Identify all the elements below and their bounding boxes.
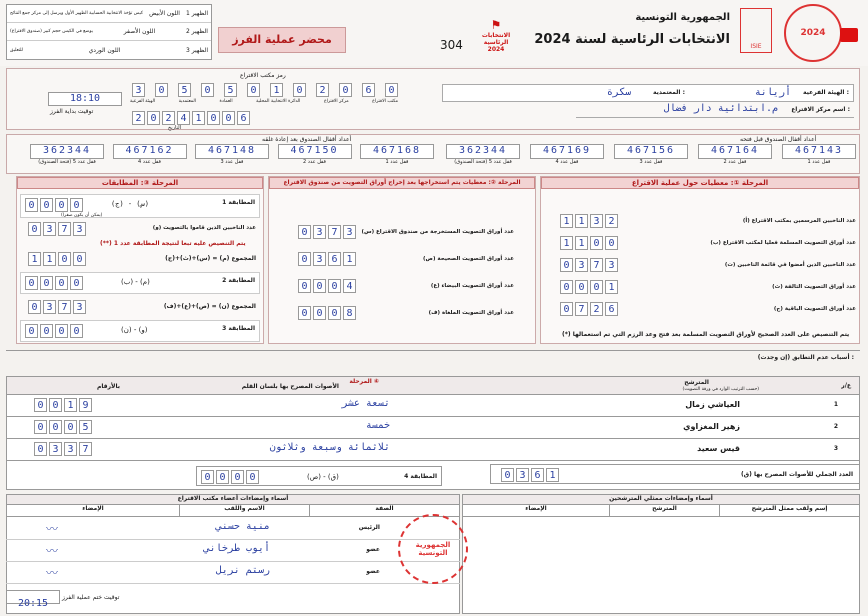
member-rows bbox=[6, 518, 460, 584]
match2-digit[interactable]: 0 bbox=[40, 276, 53, 290]
member-role: عضو bbox=[366, 568, 380, 575]
lock-item bbox=[782, 144, 856, 165]
match2-digits[interactable] bbox=[25, 276, 83, 290]
digit[interactable]: 8 bbox=[343, 306, 356, 320]
lock-number[interactable]: 467169 bbox=[530, 144, 604, 159]
match1-block: 0 0 0 0 (ج) - (س) المطابقة 1 (يمكن أن يكون صفرا) bbox=[20, 194, 260, 218]
digit[interactable]: 0 bbox=[328, 279, 341, 293]
voters-digits[interactable] bbox=[28, 222, 86, 236]
legend-row: للتعليق اللون الوردي الظهير 3 bbox=[10, 46, 208, 54]
sum2-digit[interactable]: 7 bbox=[58, 300, 71, 314]
stage2-rows bbox=[298, 218, 514, 326]
office-code-part-label: الدائرة الانتخابية المحلية bbox=[256, 99, 301, 104]
match2-digit[interactable]: 0 bbox=[25, 276, 38, 290]
digit[interactable]: 0 bbox=[298, 252, 311, 266]
official-stamp: الجمهورية التونسية bbox=[398, 514, 468, 584]
copies-legend bbox=[6, 4, 212, 60]
row-label: (ث) عدد أوراق التصويت التالفة bbox=[772, 284, 856, 290]
match3-digit[interactable]: 0 bbox=[70, 324, 83, 338]
votes-in-words[interactable]: تسعة عشر bbox=[341, 398, 390, 409]
isie-logo: ISIE bbox=[740, 8, 772, 53]
date-digit[interactable]: 6 bbox=[237, 111, 250, 125]
lock-number[interactable]: 362344 bbox=[446, 144, 520, 159]
stage1-row bbox=[560, 276, 856, 298]
lock-item bbox=[278, 144, 352, 165]
voters-digit[interactable]: 3 bbox=[73, 222, 86, 236]
sum1-digit[interactable]: 0 bbox=[58, 252, 71, 266]
stage1-rows bbox=[560, 210, 856, 320]
digit[interactable]: 1 bbox=[575, 214, 588, 228]
sum1-digit[interactable]: 0 bbox=[73, 252, 86, 266]
digit[interactable]: 3 bbox=[313, 252, 326, 266]
digit[interactable]: 3 bbox=[313, 225, 326, 239]
stage2-row bbox=[298, 218, 514, 245]
stage2-title: المرحلة ②: معطيات يتم استخراجها بعد إخراج أوراق التصويت من صندوق الاقتراع bbox=[269, 177, 535, 189]
candidate-name: زهير المغزاوي bbox=[683, 422, 740, 431]
candidate-number: 3 bbox=[833, 445, 838, 452]
end-time-field[interactable]: 20:15 bbox=[6, 590, 60, 604]
value-digits[interactable] bbox=[560, 280, 618, 294]
digit[interactable]: 5 bbox=[79, 420, 92, 434]
match3-digit[interactable]: 0 bbox=[25, 324, 38, 338]
lock-label: قفل عدد 1 bbox=[385, 159, 409, 165]
member-row bbox=[6, 518, 460, 540]
digit[interactable]: 2 bbox=[590, 302, 603, 316]
lock-item bbox=[30, 144, 104, 165]
stage1-row bbox=[560, 254, 856, 276]
total-row: 0 3 6 1 (ق) العدد الجملي للأصوات المصرح بها bbox=[490, 464, 860, 484]
page-number: 304 bbox=[440, 38, 463, 52]
match1-digit[interactable]: 0 bbox=[25, 198, 38, 212]
member-row bbox=[6, 540, 460, 562]
votes-digits[interactable] bbox=[34, 420, 92, 434]
total-digit[interactable]: 3 bbox=[516, 468, 529, 482]
digit[interactable]: 0 bbox=[605, 236, 618, 250]
signature-mark[interactable]: 〰 bbox=[46, 566, 59, 580]
members-header: الصفة الاسم واللقب الإمضاء bbox=[7, 505, 459, 517]
republic-title: الجمهورية التونسية bbox=[635, 12, 730, 23]
candidate-number: 2 bbox=[833, 423, 838, 430]
digit[interactable]: 1 bbox=[560, 214, 573, 228]
digit[interactable]: 0 bbox=[313, 279, 326, 293]
value-digits[interactable] bbox=[560, 302, 618, 316]
office-code-digit[interactable]: 0 bbox=[201, 83, 214, 97]
center-value[interactable]: م.ابتدائية دار فضال bbox=[663, 103, 778, 114]
digit[interactable]: 3 bbox=[605, 258, 618, 272]
voters-digit[interactable]: 7 bbox=[58, 222, 71, 236]
lock-label: قفل عدد 5 (فتحة الصندوق) bbox=[38, 159, 96, 165]
voters-digit[interactable]: 3 bbox=[43, 222, 56, 236]
match1-digit[interactable]: 0 bbox=[55, 198, 68, 212]
sum1-digits[interactable] bbox=[28, 252, 86, 266]
match4-digit[interactable]: 0 bbox=[231, 470, 244, 484]
digit[interactable]: 7 bbox=[590, 258, 603, 272]
digit[interactable]: 7 bbox=[79, 442, 92, 456]
legend-row: يوضع في الكيس حجم كبير (صندوق الاقتراع) اللون الأصفر الظهير 2 bbox=[7, 23, 211, 41]
locks-after-title: أعداد أقفال الصندوق بعد إعادة غلقه bbox=[262, 136, 352, 143]
total-digit[interactable]: 0 bbox=[501, 468, 514, 482]
reasons-row: أسباب عدم التطابق (إن وجدت) : bbox=[6, 350, 860, 374]
digit[interactable]: 0 bbox=[34, 442, 47, 456]
digit[interactable]: 0 bbox=[298, 306, 311, 320]
row-label: (أ) عدد الناخبين المرسمين بمكتب الاقتراع bbox=[742, 218, 856, 224]
office-code-part-label: الهيئة الفرعية bbox=[130, 99, 156, 104]
row-label: (ص) عدد أوراق التصويت الصحيحة bbox=[423, 255, 514, 262]
sum1-digit[interactable]: 1 bbox=[28, 252, 41, 266]
stage1-row bbox=[560, 210, 856, 232]
sum2-digit[interactable]: 0 bbox=[28, 300, 41, 314]
digit[interactable]: 0 bbox=[49, 420, 62, 434]
row-label: (ب) عدد أوراق التصويت المسلمة فعليا لمكتب الاقتراع bbox=[710, 240, 856, 246]
candidate-name: قيس سعيد bbox=[697, 444, 740, 453]
digit[interactable]: 6 bbox=[328, 252, 341, 266]
digit[interactable]: 3 bbox=[575, 258, 588, 272]
digit[interactable]: 0 bbox=[590, 280, 603, 294]
match3-digit[interactable]: 0 bbox=[40, 324, 53, 338]
date-digit[interactable]: 0 bbox=[222, 111, 235, 125]
match3-digit[interactable]: 0 bbox=[55, 324, 68, 338]
signature-mark[interactable]: 〰 bbox=[46, 522, 59, 536]
sum1-digit[interactable]: 1 bbox=[43, 252, 56, 266]
locks-after bbox=[30, 144, 434, 165]
lock-number[interactable]: 467164 bbox=[698, 144, 772, 159]
stage3-title: المرحلة ③: المطابقات bbox=[17, 177, 263, 189]
date-label: التاريخ bbox=[168, 125, 181, 131]
candidate-row bbox=[6, 395, 860, 417]
candidate-rows bbox=[6, 395, 860, 461]
votes-digits[interactable] bbox=[34, 398, 92, 412]
sum2-digit[interactable]: 3 bbox=[43, 300, 56, 314]
office-code-label: رمز مكتب الاقتراع bbox=[240, 72, 286, 79]
lock-item bbox=[530, 144, 604, 165]
start-time-label: توقيت بداية الفرز bbox=[50, 108, 94, 115]
stage2-row bbox=[298, 272, 514, 299]
digit[interactable]: 9 bbox=[79, 398, 92, 412]
digit[interactable]: 1 bbox=[560, 236, 573, 250]
row-label: (س) عدد أوراق التصويت المستخرجة من صندوق الاقتراع bbox=[361, 228, 514, 235]
date-digit[interactable]: 2 bbox=[162, 111, 175, 125]
office-code-digit[interactable]: 6 bbox=[362, 83, 375, 97]
votes-digits[interactable] bbox=[34, 442, 92, 456]
office-code-digit[interactable]: 5 bbox=[178, 83, 191, 97]
match1-digit[interactable]: 0 bbox=[70, 198, 83, 212]
lock-label: قفل عدد 1 bbox=[807, 159, 831, 165]
lock-label: قفل عدد 5 (فتحة الصندوق) bbox=[454, 159, 512, 165]
sum2-row: 0 3 7 3 المجموع (ن) = (ص)+(ع)+(ف) bbox=[20, 300, 260, 314]
member-role: الرئيس bbox=[358, 524, 380, 531]
value-digits[interactable] bbox=[298, 252, 356, 266]
row-label: (ع) عدد أوراق التصويت البيضاء bbox=[430, 282, 514, 289]
votes-in-words[interactable]: خمسة bbox=[365, 420, 390, 431]
lock-item bbox=[195, 144, 269, 165]
digit[interactable]: 0 bbox=[575, 280, 588, 294]
digit[interactable]: 4 bbox=[343, 279, 356, 293]
end-time-label: توقيت ختم عملية الفرز bbox=[62, 594, 120, 601]
lock-item bbox=[698, 144, 772, 165]
members-table: أسماء وإمضاءات أعضاء مكتب الاقتراع الصفة الاسم واللقب الإمضاء bbox=[6, 494, 460, 614]
lock-label: قفل عدد 2 bbox=[303, 159, 326, 165]
candidate-row bbox=[6, 417, 860, 439]
value-digits[interactable] bbox=[560, 258, 618, 272]
total-digit[interactable]: 1 bbox=[546, 468, 559, 482]
locks-before-title: أعداد أقفال الصندوق قبل فتحه bbox=[740, 136, 817, 143]
candidate-row bbox=[6, 439, 860, 461]
branch-row: الهيئة الفرعية : أريانة المعتمدية : سكرة bbox=[442, 84, 854, 102]
match1-digit[interactable]: 0 bbox=[40, 198, 53, 212]
votes-in-words[interactable]: ثلاثمائة وسبعة وثلاثون bbox=[269, 442, 390, 453]
lock-number[interactable]: 467162 bbox=[113, 144, 187, 159]
lock-label: قفل عدد 4 bbox=[555, 159, 579, 165]
date-digit[interactable]: 4 bbox=[177, 111, 190, 125]
locks-before bbox=[446, 144, 856, 165]
tunisia-map-icon: ⚑ bbox=[490, 18, 502, 32]
office-code-labels bbox=[130, 99, 398, 104]
value-digits[interactable] bbox=[298, 225, 356, 239]
value-digits[interactable] bbox=[560, 214, 618, 228]
match1-notice: (**) يتم التنصيص عليه تبعا لنتيجة المطابقة عدد 1 bbox=[100, 240, 246, 247]
match4-digit[interactable]: 0 bbox=[216, 470, 229, 484]
lock-item bbox=[113, 144, 187, 165]
digit[interactable]: 0 bbox=[313, 306, 326, 320]
office-code-part-label: مركز الاقتراع bbox=[323, 99, 349, 104]
office-code-part-label: مكتب الاقتراع bbox=[372, 99, 398, 104]
sum2-digit[interactable]: 3 bbox=[73, 300, 86, 314]
date-digit[interactable]: 1 bbox=[192, 111, 205, 125]
start-time-field[interactable]: 18:10 bbox=[48, 92, 122, 106]
sum2-digits[interactable] bbox=[28, 300, 86, 314]
lock-item bbox=[446, 144, 520, 165]
digit[interactable]: 3 bbox=[590, 214, 603, 228]
member-role: عضو bbox=[366, 546, 380, 553]
signature-mark[interactable]: 〰 bbox=[46, 544, 59, 558]
match4-digit[interactable]: 0 bbox=[246, 470, 259, 484]
value-digits[interactable] bbox=[298, 279, 356, 293]
match4-digits[interactable] bbox=[201, 470, 259, 484]
lock-number[interactable]: 467156 bbox=[614, 144, 688, 159]
digit[interactable]: 0 bbox=[328, 306, 341, 320]
voters-row: 0 3 7 3 (و) عدد الناخبين الذين قاموا بالتصويت bbox=[20, 222, 260, 236]
digit[interactable]: 0 bbox=[560, 280, 573, 294]
digit[interactable]: 0 bbox=[298, 279, 311, 293]
total-digits[interactable] bbox=[501, 468, 559, 482]
digit[interactable]: 1 bbox=[64, 398, 77, 412]
match2-digit[interactable]: 0 bbox=[55, 276, 68, 290]
match2-block: 0 0 0 0 (ب) - (م) المطابقة 2 bbox=[20, 272, 260, 294]
office-code-digits[interactable] bbox=[132, 83, 398, 97]
stage1-title: المرحلة ①: معطيات حول عملية الاقتراع bbox=[541, 177, 859, 189]
lock-item bbox=[360, 144, 434, 165]
match4-digit[interactable]: 0 bbox=[201, 470, 214, 484]
digit[interactable]: 2 bbox=[605, 214, 618, 228]
digit[interactable]: 3 bbox=[49, 442, 62, 456]
lock-item bbox=[614, 144, 688, 165]
match2-digit[interactable]: 0 bbox=[70, 276, 83, 290]
office-code-digit[interactable]: 0 bbox=[247, 83, 260, 97]
tunisia-flag-icon bbox=[840, 28, 858, 42]
date-digits[interactable] bbox=[132, 111, 250, 125]
date-digit[interactable]: 0 bbox=[207, 111, 220, 125]
digit[interactable]: 3 bbox=[343, 225, 356, 239]
sum1-row: 1 1 0 0 المجموع (م) = (س)+(ث)+(ج) bbox=[20, 252, 260, 266]
digit[interactable]: 0 bbox=[34, 420, 47, 434]
row-label: (ت) عدد الناخبين الذين أمضوا في قائمة الناخبين bbox=[724, 262, 856, 268]
office-code-digit[interactable]: 5 bbox=[224, 83, 237, 97]
digit[interactable]: 6 bbox=[605, 302, 618, 316]
delegation-value[interactable]: سكرة bbox=[606, 87, 631, 98]
row-label: (ف) عدد أوراق التصويت الملغاة bbox=[428, 309, 514, 316]
row-label: (ج) عدد أوراق التصويت الباقية bbox=[773, 306, 856, 312]
form-title: محضر عملية الفرز bbox=[218, 27, 346, 53]
digit[interactable]: 7 bbox=[575, 302, 588, 316]
total-digit[interactable]: 6 bbox=[531, 468, 544, 482]
digit[interactable]: 1 bbox=[605, 280, 618, 294]
office-code-part-label: العمادة bbox=[219, 99, 233, 104]
value-digits[interactable] bbox=[298, 306, 356, 320]
value-digits[interactable] bbox=[560, 236, 618, 250]
election-logo: ⚑ الانتخابات الرئاسية 2024 bbox=[481, 18, 511, 53]
reps-table: أسماء وإمضاءات ممثلي المترشحين إسم ولقب ممثل المترشح المترشح الإمضاء bbox=[462, 494, 860, 614]
digit[interactable]: 3 bbox=[64, 442, 77, 456]
member-row bbox=[6, 562, 460, 584]
office-code-digit[interactable]: 0 bbox=[339, 83, 352, 97]
lock-label: قفل عدد 3 bbox=[220, 159, 244, 165]
member-name[interactable]: أيوب طرخاني bbox=[203, 543, 270, 554]
digit[interactable]: 0 bbox=[590, 236, 603, 250]
branch-value[interactable]: أريانة bbox=[754, 87, 791, 98]
center-row: اسم مركز الاقتراع : م.ابتدائية دار فضال bbox=[576, 103, 854, 118]
lock-label: قفل عدد 2 bbox=[723, 159, 747, 165]
date-digit[interactable]: 0 bbox=[147, 111, 160, 125]
stage1-row bbox=[560, 232, 856, 254]
election-title: الانتخابات الرئاسية لسنة 2024 bbox=[534, 32, 730, 47]
digit[interactable]: 0 bbox=[560, 302, 573, 316]
lock-label: قفل عدد 4 bbox=[138, 159, 161, 165]
legend-row: كيس تؤخذ الانتخابية الحسابية الظهير الأول ويرسل إلى مركز جمع النتائج اللون الأبيض الظهير 1 bbox=[7, 5, 211, 23]
seal-stamp bbox=[784, 4, 842, 62]
match3-digits[interactable] bbox=[25, 324, 83, 338]
stage4-header: ع/ر المترشح (حسب الترتيب الوارد في ورقة التصويت) المرحلة ④ الأصوات المصرح بها بلسان القلم بالأرقام bbox=[7, 377, 859, 395]
office-code-digit[interactable]: 0 bbox=[293, 83, 306, 97]
voters-digit[interactable]: 0 bbox=[28, 222, 41, 236]
office-code-digit[interactable]: 0 bbox=[155, 83, 168, 97]
office-code-digit[interactable]: 2 bbox=[316, 83, 329, 97]
office-code-part-label: المعتمدية bbox=[178, 99, 196, 104]
digit[interactable]: 0 bbox=[560, 258, 573, 272]
stage1-note: (*) يتم التنصيص على العدد الصحيح لأوراق التصويت المسلمة بعد فتح وعد الرزم التي تم استعمالها bbox=[562, 331, 850, 338]
lock-label: قفل عدد 3 bbox=[639, 159, 663, 165]
lock-number[interactable]: 362344 bbox=[30, 144, 104, 159]
stage2-row bbox=[298, 245, 514, 272]
digit[interactable]: 1 bbox=[343, 252, 356, 266]
member-name[interactable]: رستم نريل bbox=[215, 565, 270, 576]
digit[interactable]: 7 bbox=[328, 225, 341, 239]
digit[interactable]: 0 bbox=[49, 398, 62, 412]
candidate-name: العياشي زمال bbox=[685, 400, 740, 409]
match4-block: 0 0 0 0 (ص) - (ق) المطابقة 4 bbox=[196, 466, 442, 486]
office-code-digit[interactable]: 3 bbox=[132, 83, 145, 97]
office-code-digit[interactable]: 1 bbox=[270, 83, 283, 97]
date-digit[interactable]: 2 bbox=[132, 111, 145, 125]
lock-number[interactable]: 467148 bbox=[195, 144, 269, 159]
stage1-row bbox=[560, 298, 856, 320]
digit[interactable]: 1 bbox=[575, 236, 588, 250]
seal-year: 2024 bbox=[800, 28, 826, 38]
digit[interactable]: 0 bbox=[64, 420, 77, 434]
lock-number[interactable]: 467150 bbox=[278, 144, 352, 159]
stage2-row bbox=[298, 299, 514, 326]
candidate-number: 1 bbox=[833, 401, 838, 408]
digit[interactable]: 0 bbox=[34, 398, 47, 412]
office-code-digit[interactable]: 0 bbox=[385, 83, 398, 97]
match1-digits[interactable] bbox=[25, 198, 83, 212]
lock-number[interactable]: 467168 bbox=[360, 144, 434, 159]
lock-number[interactable]: 467143 bbox=[782, 144, 856, 159]
digit[interactable]: 0 bbox=[298, 225, 311, 239]
match3-block: 0 0 0 0 (ن) - (و) المطابقة 3 bbox=[20, 320, 260, 342]
member-name[interactable]: منية حسني bbox=[215, 521, 270, 532]
reps-header: إسم ولقب ممثل المترشح المترشح الإمضاء bbox=[463, 505, 859, 517]
